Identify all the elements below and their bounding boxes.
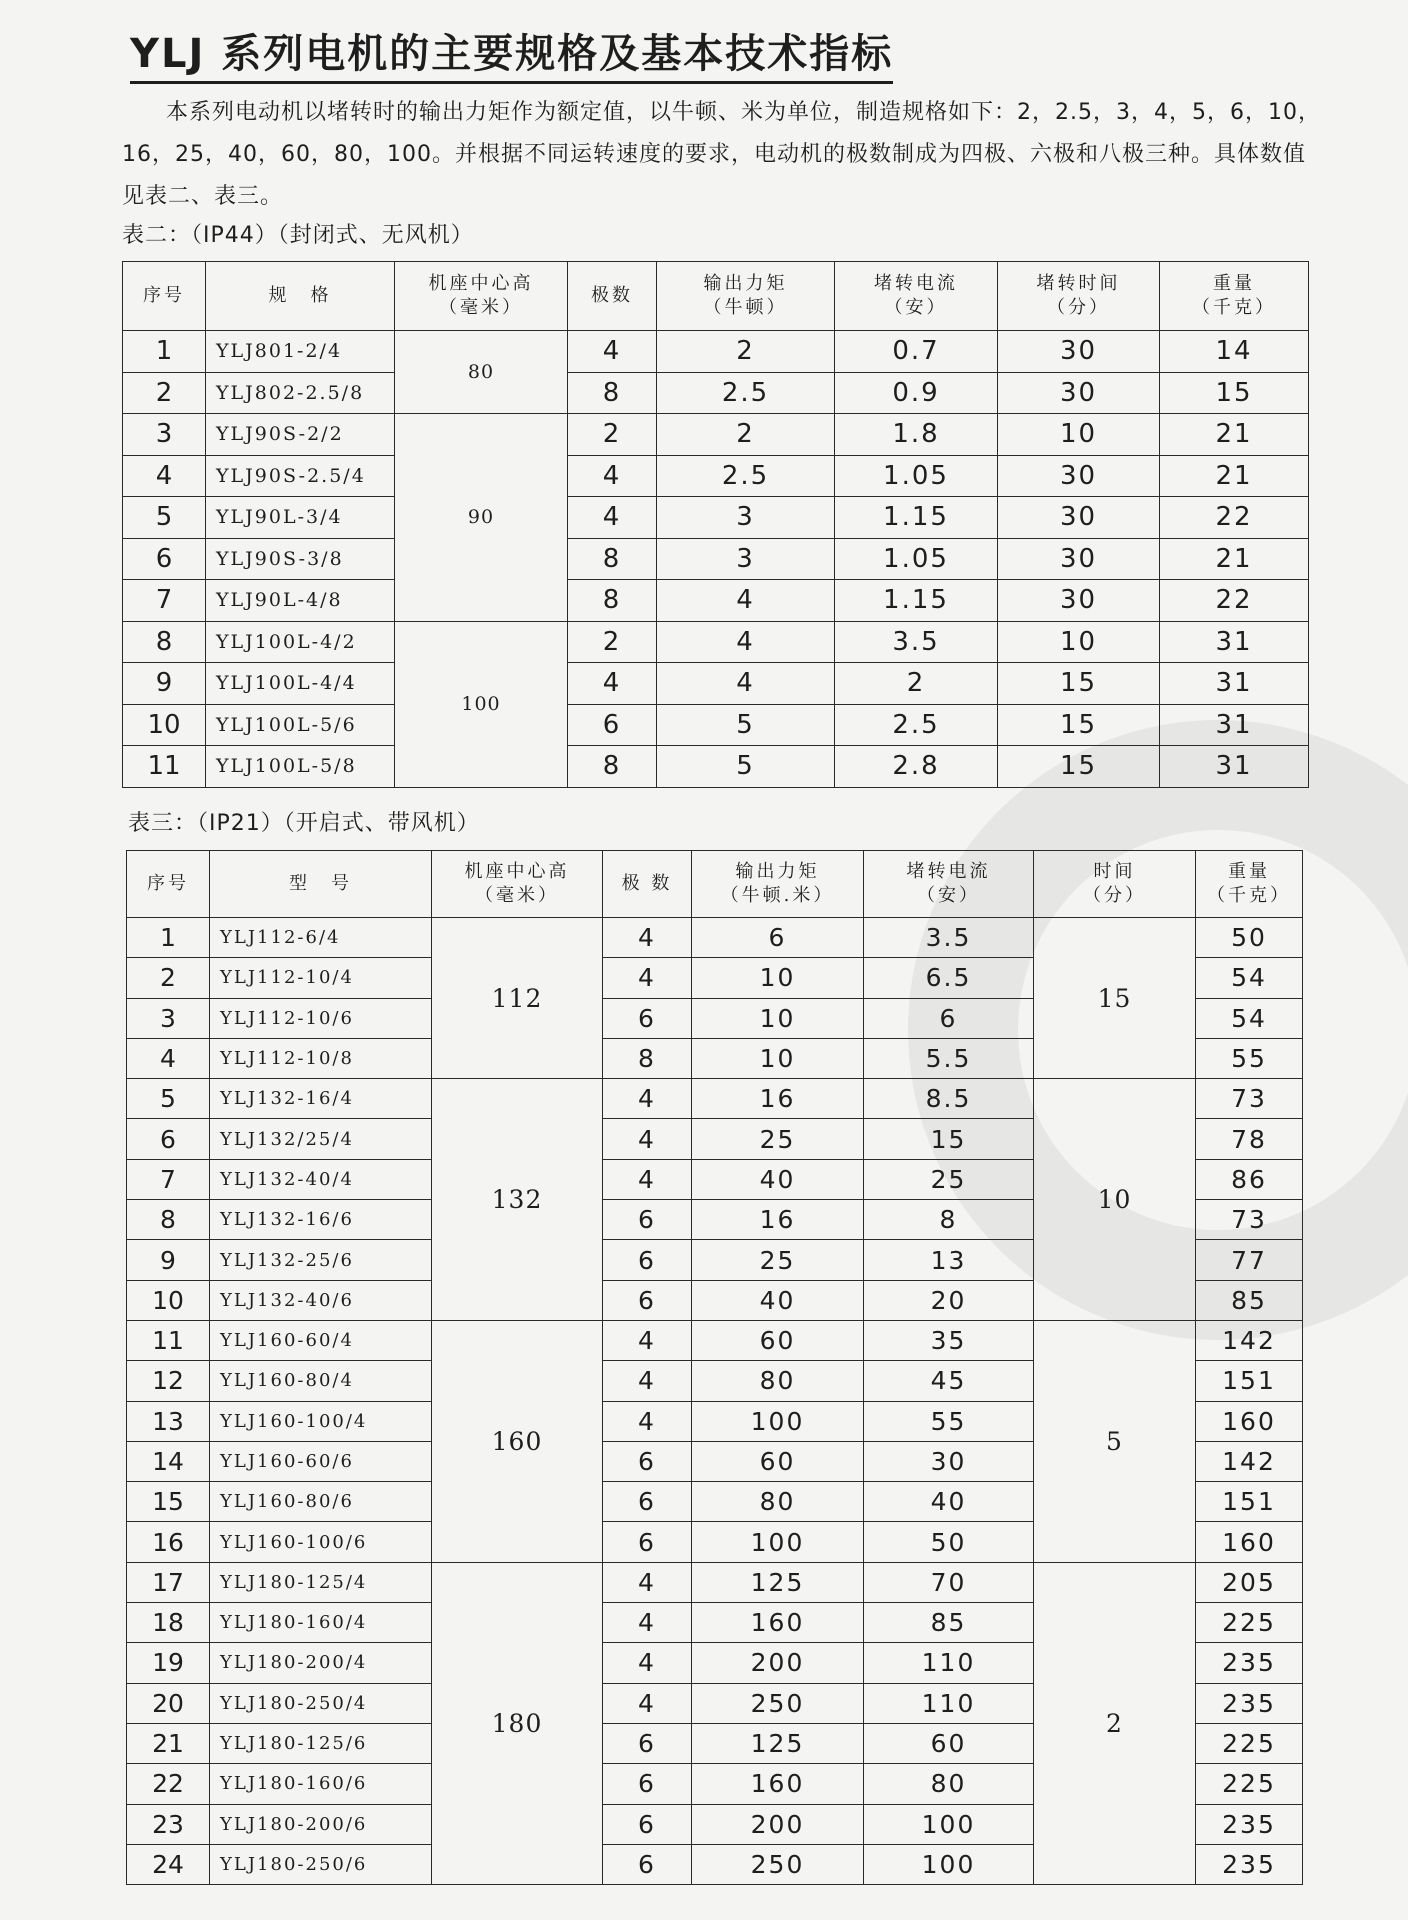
cell-spec: YLJ160-80/6 [210,1482,432,1522]
header-weight: 重量 （千克） [1196,851,1303,918]
cell-current: 2.5 [835,704,998,746]
cell-poles: 4 [603,1361,692,1401]
cell-poles: 6 [568,704,657,746]
cell-current: 3.5 [864,918,1034,958]
cell-current: 100 [864,1804,1034,1844]
table-row [127,918,1303,958]
cell-torque: 100 [692,1522,864,1562]
cell-weight: 77 [1196,1240,1303,1280]
cell-poles: 4 [603,1159,692,1199]
cell-current: 35 [864,1320,1034,1360]
cell-index: 8 [127,1200,210,1240]
table2-caption: 表二：（IP44）（封闭式、无风机） [122,223,474,248]
cell-poles: 2 [568,414,657,456]
cell-index: 10 [123,704,206,746]
spec-table-ip21 [126,850,1303,1885]
cell-current: 30 [864,1441,1034,1481]
table3-caption: 表三：（IP21）（开启式、带风机） [128,811,480,836]
cell-spec: YLJ90S-2.5/4 [206,455,395,497]
cell-current: 1.15 [835,497,998,539]
cell-spec: YLJ180-160/4 [210,1603,432,1643]
cell-weight: 235 [1196,1804,1303,1844]
cell-torque: 5 [657,746,835,788]
cell-poles: 6 [603,1280,692,1320]
cell-frame-height: 100 [395,621,568,787]
cell-torque: 200 [692,1804,864,1844]
table-row [123,663,1309,705]
cell-weight: 235 [1196,1643,1303,1683]
table-row [123,621,1309,663]
cell-spec: YLJ180-125/4 [210,1562,432,1602]
table-row [123,331,1309,373]
cell-weight: 225 [1196,1723,1303,1763]
cell-poles: 4 [568,663,657,705]
cell-time: 15 [998,704,1160,746]
cell-torque: 16 [692,1200,864,1240]
spec-table-ip44 [122,261,1309,788]
cell-current: 0.9 [835,372,998,414]
cell-weight: 21 [1160,538,1309,580]
header-frame-height: 机座中心高 （毫米） [432,851,603,918]
table-header-row [123,262,1309,331]
cell-poles: 4 [603,1119,692,1159]
cell-weight: 31 [1160,704,1309,746]
cell-index: 22 [127,1764,210,1804]
cell-index: 1 [127,918,210,958]
cell-current: 40 [864,1482,1034,1522]
cell-torque: 3 [657,538,835,580]
cell-weight: 225 [1196,1764,1303,1804]
cell-time: 30 [998,580,1160,622]
cell-weight: 151 [1196,1361,1303,1401]
cell-spec: YLJ160-60/6 [210,1441,432,1481]
cell-index: 8 [123,621,206,663]
cell-spec: YLJ112-6/4 [210,918,432,958]
cell-poles: 4 [568,497,657,539]
header-time: 时间 （分） [1034,851,1196,918]
cell-index: 9 [127,1240,210,1280]
cell-poles: 4 [603,958,692,998]
header-spec: 型 号 [210,851,432,918]
cell-weight: 86 [1196,1159,1303,1199]
page-title: YLJ 系列电机的主要规格及基本技术指标 [130,22,893,84]
cell-torque: 40 [692,1159,864,1199]
header-index: 序号 [123,262,206,331]
cell-index: 24 [127,1844,210,1884]
cell-poles: 6 [603,1240,692,1280]
cell-current: 2.8 [835,746,998,788]
header-torque: 输出力矩 （牛顿.米） [692,851,864,918]
cell-torque: 6 [692,918,864,958]
cell-torque: 25 [692,1119,864,1159]
cell-poles: 6 [603,1200,692,1240]
cell-poles: 8 [568,746,657,788]
cell-index: 14 [127,1441,210,1481]
cell-spec: YLJ132-40/4 [210,1159,432,1199]
cell-weight: 151 [1196,1482,1303,1522]
cell-torque: 80 [692,1482,864,1522]
cell-frame-height: 112 [432,918,603,1079]
cell-poles: 4 [603,1603,692,1643]
cell-poles: 8 [568,372,657,414]
cell-poles: 2 [568,621,657,663]
cell-weight: 85 [1196,1280,1303,1320]
cell-current: 100 [864,1844,1034,1884]
cell-poles: 4 [603,1401,692,1441]
table-row [123,414,1309,456]
cell-weight: 160 [1196,1401,1303,1441]
table-header-row [127,851,1303,918]
cell-spec: YLJ132/25/4 [210,1119,432,1159]
cell-weight: 31 [1160,746,1309,788]
cell-current: 13 [864,1240,1034,1280]
cell-torque: 16 [692,1079,864,1119]
cell-current: 3.5 [835,621,998,663]
cell-torque: 2 [657,331,835,373]
cell-time: 5 [1034,1320,1196,1562]
cell-index: 19 [127,1643,210,1683]
cell-weight: 21 [1160,414,1309,456]
cell-spec: YLJ90L-3/4 [206,497,395,539]
cell-frame-height: 80 [395,331,568,414]
header-current: 堵转电流 （安） [835,262,998,331]
cell-current: 0.7 [835,331,998,373]
cell-poles: 6 [603,1804,692,1844]
cell-torque: 40 [692,1280,864,1320]
cell-torque: 125 [692,1562,864,1602]
cell-spec: YLJ160-60/4 [210,1320,432,1360]
cell-weight: 22 [1160,580,1309,622]
header-poles: 极 数 [603,851,692,918]
header-poles: 极数 [568,262,657,331]
cell-frame-height: 132 [432,1079,603,1321]
cell-weight: 14 [1160,331,1309,373]
cell-weight: 54 [1196,958,1303,998]
cell-poles: 4 [603,1562,692,1602]
table-row [127,1320,1303,1360]
cell-current: 70 [864,1562,1034,1602]
cell-spec: YLJ180-160/6 [210,1764,432,1804]
cell-poles: 4 [603,1079,692,1119]
cell-poles: 4 [603,918,692,958]
cell-index: 3 [127,998,210,1038]
cell-torque: 100 [692,1401,864,1441]
cell-poles: 6 [603,1723,692,1763]
cell-poles: 8 [603,1038,692,1078]
cell-index: 11 [123,746,206,788]
cell-torque: 2.5 [657,372,835,414]
cell-torque: 10 [692,998,864,1038]
cell-time: 15 [998,746,1160,788]
cell-poles: 6 [603,1441,692,1481]
cell-torque: 2 [657,414,835,456]
cell-torque: 4 [657,621,835,663]
cell-torque: 160 [692,1603,864,1643]
cell-torque: 80 [692,1361,864,1401]
cell-spec: YLJ160-100/6 [210,1522,432,1562]
cell-index: 11 [127,1320,210,1360]
cell-spec: YLJ100L-4/4 [206,663,395,705]
cell-spec: YLJ112-10/6 [210,998,432,1038]
cell-current: 60 [864,1723,1034,1763]
cell-frame-height: 160 [432,1320,603,1562]
cell-torque: 125 [692,1723,864,1763]
header-time: 堵转时间 （分） [998,262,1160,331]
cell-index: 4 [127,1038,210,1078]
cell-weight: 235 [1196,1844,1303,1884]
intro-paragraph: 本系列电动机以堵转时的输出力矩作为额定值，以牛顿、米为单位，制造规格如下：2，2.5，3，4，5，6，10，16，25，40，60，80，100。并根据不同运转速度的要求，电动机的极数制成为四极、六极和八极三种。具体数值见表二、表三。 [122,100,1321,209]
cell-index: 3 [123,414,206,456]
cell-current: 1.15 [835,580,998,622]
cell-current: 85 [864,1603,1034,1643]
cell-weight: 55 [1196,1038,1303,1078]
cell-weight: 142 [1196,1441,1303,1481]
cell-time: 30 [998,497,1160,539]
cell-poles: 4 [603,1320,692,1360]
cell-spec: YLJ112-10/8 [210,1038,432,1078]
cell-poles: 6 [603,998,692,1038]
cell-index: 23 [127,1804,210,1844]
cell-current: 2 [835,663,998,705]
cell-current: 1.05 [835,538,998,580]
cell-time: 30 [998,538,1160,580]
cell-torque: 2.5 [657,455,835,497]
cell-poles: 4 [568,455,657,497]
cell-current: 15 [864,1119,1034,1159]
cell-poles: 4 [603,1643,692,1683]
cell-index: 18 [127,1603,210,1643]
cell-spec: YLJ180-125/6 [210,1723,432,1763]
cell-time: 15 [1034,918,1196,1079]
header-index: 序号 [127,851,210,918]
cell-poles: 4 [603,1683,692,1723]
cell-weight: 142 [1196,1320,1303,1360]
cell-torque: 25 [692,1240,864,1280]
cell-weight: 205 [1196,1562,1303,1602]
table-row [127,1562,1303,1602]
cell-time: 15 [998,663,1160,705]
table-row [123,497,1309,539]
cell-spec: YLJ90S-3/8 [206,538,395,580]
cell-weight: 50 [1196,918,1303,958]
cell-weight: 31 [1160,663,1309,705]
cell-spec: YLJ112-10/4 [210,958,432,998]
cell-index: 2 [127,958,210,998]
table-row [123,372,1309,414]
cell-spec: YLJ132-25/6 [210,1240,432,1280]
cell-torque: 160 [692,1764,864,1804]
cell-time: 10 [1034,1079,1196,1321]
header-torque: 输出力矩 （牛顿） [657,262,835,331]
table-row [123,455,1309,497]
cell-spec: YLJ802-2.5/8 [206,372,395,414]
cell-time: 10 [998,621,1160,663]
cell-weight: 54 [1196,998,1303,1038]
cell-current: 6 [864,998,1034,1038]
cell-current: 110 [864,1683,1034,1723]
cell-current: 1.05 [835,455,998,497]
cell-time: 10 [998,414,1160,456]
cell-current: 5.5 [864,1038,1034,1078]
cell-index: 1 [123,331,206,373]
cell-index: 5 [123,497,206,539]
cell-weight: 22 [1160,497,1309,539]
cell-current: 6.5 [864,958,1034,998]
header-frame-height: 机座中心高 （毫米） [395,262,568,331]
cell-weight: 235 [1196,1683,1303,1723]
cell-frame-height: 90 [395,414,568,622]
cell-weight: 73 [1196,1200,1303,1240]
cell-weight: 78 [1196,1119,1303,1159]
cell-current: 80 [864,1764,1034,1804]
table-row [123,704,1309,746]
cell-time: 30 [998,455,1160,497]
cell-weight: 21 [1160,455,1309,497]
cell-time: 30 [998,372,1160,414]
cell-spec: YLJ132-16/4 [210,1079,432,1119]
cell-index: 21 [127,1723,210,1763]
header-weight: 重量 （千克） [1160,262,1309,331]
cell-current: 8.5 [864,1079,1034,1119]
cell-current: 50 [864,1522,1034,1562]
cell-index: 10 [127,1280,210,1320]
cell-current: 110 [864,1643,1034,1683]
cell-poles: 6 [603,1764,692,1804]
cell-torque: 60 [692,1320,864,1360]
cell-current: 1.8 [835,414,998,456]
cell-frame-height: 180 [432,1562,603,1884]
table-row [123,538,1309,580]
cell-index: 9 [123,663,206,705]
cell-spec: YLJ90L-4/8 [206,580,395,622]
cell-spec: YLJ100L-5/8 [206,746,395,788]
cell-weight: 160 [1196,1522,1303,1562]
cell-poles: 8 [568,538,657,580]
cell-current: 20 [864,1280,1034,1320]
cell-poles: 6 [603,1522,692,1562]
cell-torque: 200 [692,1643,864,1683]
cell-weight: 73 [1196,1079,1303,1119]
cell-spec: YLJ90S-2/2 [206,414,395,456]
cell-spec: YLJ160-100/4 [210,1401,432,1441]
cell-poles: 4 [568,331,657,373]
cell-torque: 250 [692,1683,864,1723]
cell-poles: 8 [568,580,657,622]
cell-index: 15 [127,1482,210,1522]
cell-time: 2 [1034,1562,1196,1884]
cell-torque: 4 [657,663,835,705]
cell-spec: YLJ801-2/4 [206,331,395,373]
cell-spec: YLJ160-80/4 [210,1361,432,1401]
cell-torque: 5 [657,704,835,746]
cell-index: 2 [123,372,206,414]
table-row [123,580,1309,622]
cell-torque: 60 [692,1441,864,1481]
cell-index: 6 [123,538,206,580]
cell-spec: YLJ100L-4/2 [206,621,395,663]
cell-spec: YLJ180-200/4 [210,1643,432,1683]
cell-torque: 3 [657,497,835,539]
cell-current: 8 [864,1200,1034,1240]
cell-weight: 31 [1160,621,1309,663]
cell-torque: 4 [657,580,835,622]
cell-index: 7 [127,1159,210,1199]
cell-torque: 10 [692,958,864,998]
cell-weight: 225 [1196,1603,1303,1643]
cell-torque: 10 [692,1038,864,1078]
cell-poles: 6 [603,1844,692,1884]
cell-index: 17 [127,1562,210,1602]
cell-torque: 250 [692,1844,864,1884]
cell-spec: YLJ180-200/6 [210,1804,432,1844]
cell-weight: 15 [1160,372,1309,414]
cell-index: 7 [123,580,206,622]
cell-index: 6 [127,1119,210,1159]
cell-spec: YLJ132-16/6 [210,1200,432,1240]
cell-spec: YLJ100L-5/6 [206,704,395,746]
table-row [127,1079,1303,1119]
cell-spec: YLJ180-250/4 [210,1683,432,1723]
cell-poles: 6 [603,1482,692,1522]
cell-index: 5 [127,1079,210,1119]
header-spec: 规 格 [206,262,395,331]
cell-spec: YLJ132-40/6 [210,1280,432,1320]
cell-spec: YLJ180-250/6 [210,1844,432,1884]
cell-index: 16 [127,1522,210,1562]
cell-time: 30 [998,331,1160,373]
cell-index: 12 [127,1361,210,1401]
cell-current: 45 [864,1361,1034,1401]
cell-current: 25 [864,1159,1034,1199]
cell-index: 13 [127,1401,210,1441]
header-current: 堵转电流 （安） [864,851,1034,918]
cell-current: 55 [864,1401,1034,1441]
table-row [123,746,1309,788]
cell-index: 20 [127,1683,210,1723]
cell-index: 4 [123,455,206,497]
